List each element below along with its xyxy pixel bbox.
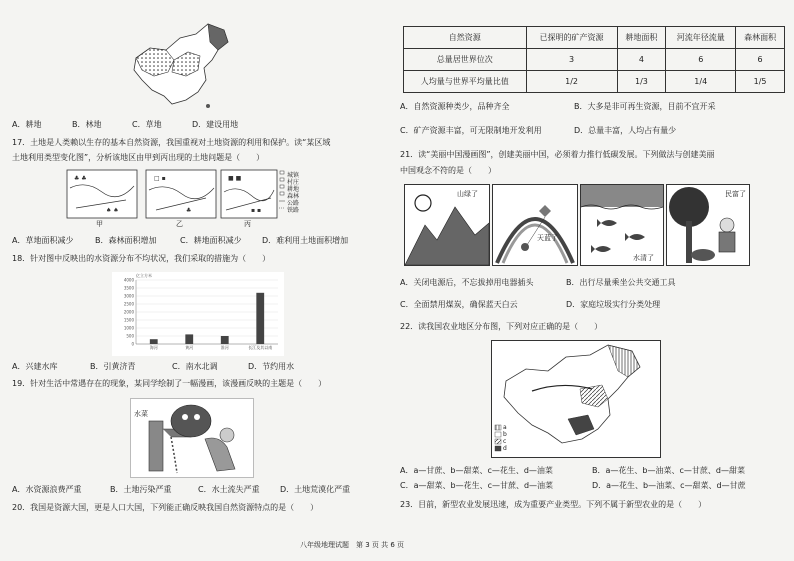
- q16-option-d: D．建设用地: [192, 120, 239, 129]
- q20-option-b: B．大多是非可再生资源，目前不宜开采: [574, 102, 716, 111]
- q18-stem: 18．针对图中反映出的水资源分布不均状况，我们采取的措施为（ ）: [12, 254, 271, 263]
- bar: [150, 339, 158, 344]
- q17-stem-line2: 土地利用类型变化图”，分析该地区由甲到丙出现的土地问题是（ ）: [12, 153, 265, 162]
- svg-text:▪ ▪: ▪ ▪: [251, 207, 262, 214]
- table-cell: 1/5: [736, 71, 785, 93]
- table-cell: 总量居世界位次: [404, 49, 527, 71]
- legend-road: 公路: [287, 200, 300, 207]
- q17-option-b: B．森林面积增加: [95, 236, 157, 245]
- cartoon-panel-water: [580, 184, 664, 266]
- panel-text-wealth: 民富了: [725, 190, 746, 198]
- cartoon-panel-sky: [492, 184, 578, 266]
- q21-option-a: A．关闭电源后，不忘拔掉用电器插头: [400, 278, 534, 287]
- y-tick-label: 2000: [123, 309, 134, 315]
- land-use-maps: [66, 168, 306, 230]
- q22-option-c: C．a—甜菜、b—花生、c—甘蔗、d—油菜: [400, 481, 554, 490]
- table-cell: 1/3: [617, 71, 666, 93]
- q16-option-a: A．耕地: [12, 120, 42, 129]
- q21-option-c: C．全面禁用煤炭，确保蓝天白云: [400, 300, 518, 309]
- q18-option-d: D．节约用水: [248, 362, 295, 371]
- q17-option-a: A．草地面积减少: [12, 236, 74, 245]
- q20-stem: 20．我国是资源大国，更是人口大国，下列能正确反映我国自然资源特点的是（ ）: [12, 503, 319, 512]
- legend-town: 城镇: [287, 172, 300, 179]
- y-tick-label: 500: [126, 333, 134, 339]
- q20-option-a: A．自然资源种类少，品种齐全: [400, 102, 510, 111]
- legend-forest: 森林: [287, 193, 300, 200]
- table-header-cell: 森林面积: [736, 27, 785, 49]
- q18-option-b: B．引黄济青: [90, 362, 136, 371]
- q16-option-c: C．草地: [132, 120, 162, 129]
- q21-stem-line2: 中国观念不符的是（ ）: [400, 166, 496, 175]
- svg-text:■ ■: ■ ■: [228, 175, 242, 182]
- q17-option-d: D．难利用土地面积增加: [262, 236, 349, 245]
- table-row: [404, 49, 785, 71]
- bar: [185, 334, 193, 344]
- table-header-row: [404, 27, 785, 49]
- map-legend-a: a: [503, 424, 507, 431]
- q23-stem: 23．目前，新型农业发展迅速，成为重要产业类型。下列不属于新型农业的是（ ）: [400, 500, 707, 509]
- y-tick-label: 1000: [123, 325, 134, 331]
- q20-option-c: C．矿产资源丰富，可无限制地开发利用: [400, 126, 542, 135]
- cartoon-panel-wealth: [666, 184, 750, 266]
- panel-text-sky: 天蓝了: [537, 234, 558, 242]
- table-row: [404, 71, 785, 93]
- water-waste-cartoon: [130, 398, 254, 478]
- q19-option-c: C．水土流失严重: [198, 485, 260, 494]
- page-footer: 八年级地理试题 第 3 页 共 6 页: [300, 541, 405, 549]
- q19-option-a: A．水资源浪费严重: [12, 485, 82, 494]
- table-header-cell: 耕地面积: [617, 27, 666, 49]
- q17-option-c: C．耕地面积减少: [180, 236, 242, 245]
- table-header-cell: 河流年径流量: [666, 27, 736, 49]
- x-tick-label: 黄河: [185, 345, 194, 350]
- q20-option-d: D．总量丰富，人均占有量少: [574, 126, 677, 135]
- x-tick-label: 长江及其以南: [248, 345, 273, 350]
- y-tick-label: 1500: [123, 317, 134, 323]
- bar: [256, 293, 264, 344]
- table-header-cell: 已探明的矿产资源: [526, 27, 617, 49]
- q21-option-b: B．出行尽量乘坐公共交通工具: [566, 278, 676, 287]
- y-tick-label: 3500: [123, 285, 134, 291]
- legend-village: 村庄: [287, 179, 300, 186]
- q22-option-a: A．a—甘蔗、b—甜菜、c—花生、d—油菜: [400, 466, 553, 475]
- q16-option-b: B．林地: [72, 120, 102, 129]
- svg-text:♠ ♠: ♠ ♠: [106, 207, 119, 214]
- y-tick-label: 0: [131, 341, 134, 347]
- map-label-bing: 丙: [244, 220, 251, 228]
- map-legend-d: d: [503, 445, 507, 452]
- y-tick-label: 4000: [123, 277, 134, 283]
- legend-railway: 铁路: [287, 207, 300, 214]
- table-cell: 4: [617, 49, 666, 71]
- legend-farmland: 耕地: [287, 186, 300, 193]
- water-resource-chart: [112, 272, 284, 356]
- svg-text:□ ▪: □ ▪: [154, 175, 166, 182]
- china-map-figure: [128, 20, 238, 112]
- cartoon-text: 水菜: [134, 410, 148, 418]
- svg-text:♣: ♣: [186, 207, 192, 214]
- table-cell: 3: [526, 49, 617, 71]
- y-tick-label: 3000: [123, 293, 134, 299]
- table-header-cell: 自然资源: [404, 27, 527, 49]
- panel-text-mountain: 山绿了: [457, 190, 478, 198]
- q21-option-d: D．家庭垃圾实行分类处理: [566, 300, 661, 309]
- table-cell: 1/4: [666, 71, 736, 93]
- agriculture-map: [491, 340, 661, 458]
- q22-stem: 22．读我国农业地区分布图，下列对应正确的是（ ）: [400, 322, 603, 331]
- q22-option-b: B．a—花生、b—油菜、c—甘蔗、d—甜菜: [592, 466, 745, 475]
- q19-option-d: D．土地荒漠化严重: [280, 485, 351, 494]
- panel-text-water: 水清了: [633, 254, 654, 262]
- q18-option-c: C．南水北调: [172, 362, 218, 371]
- y-axis-label: 亿立方米: [136, 273, 152, 278]
- resource-table: [403, 26, 785, 93]
- x-tick-label: 淮河: [220, 345, 229, 350]
- table-cell: 人均量与世界平均量比值: [404, 71, 527, 93]
- bar: [221, 336, 229, 344]
- x-tick-label: 海河: [149, 345, 158, 350]
- map-legend-b: b: [503, 431, 507, 438]
- q22-option-d: D．a—花生、b—油菜、c—甜菜、d—甘蔗: [592, 481, 746, 490]
- q21-stem-line1: 21．读“美丽中国漫画图”，创建美丽中国，必须着力推行低碳发展。下列做法与创建美丽: [400, 150, 715, 159]
- svg-text:♣ ♣: ♣ ♣: [74, 175, 87, 182]
- cartoon-panel-mountain: [404, 184, 490, 266]
- map-label-jia: 甲: [96, 220, 103, 228]
- q17-stem-line1: 17．土地是人类赖以生存的基本自然资源，我国重视对土地资源的利用和保护。读“某区域: [12, 138, 331, 147]
- q18-option-a: A．兴建水库: [12, 362, 58, 371]
- y-tick-label: 2500: [123, 301, 134, 307]
- table-cell: 6: [666, 49, 736, 71]
- table-cell: 6: [736, 49, 785, 71]
- q19-option-b: B．土地污染严重: [110, 485, 172, 494]
- q19-stem: 19．针对生活中常遇存在的现象，某同学绘制了一幅漫画，该漫画反映的主题是（ ）: [12, 379, 327, 388]
- map-legend-c: c: [503, 438, 507, 445]
- table-cell: 1/2: [526, 71, 617, 93]
- map-label-yi: 乙: [176, 220, 183, 228]
